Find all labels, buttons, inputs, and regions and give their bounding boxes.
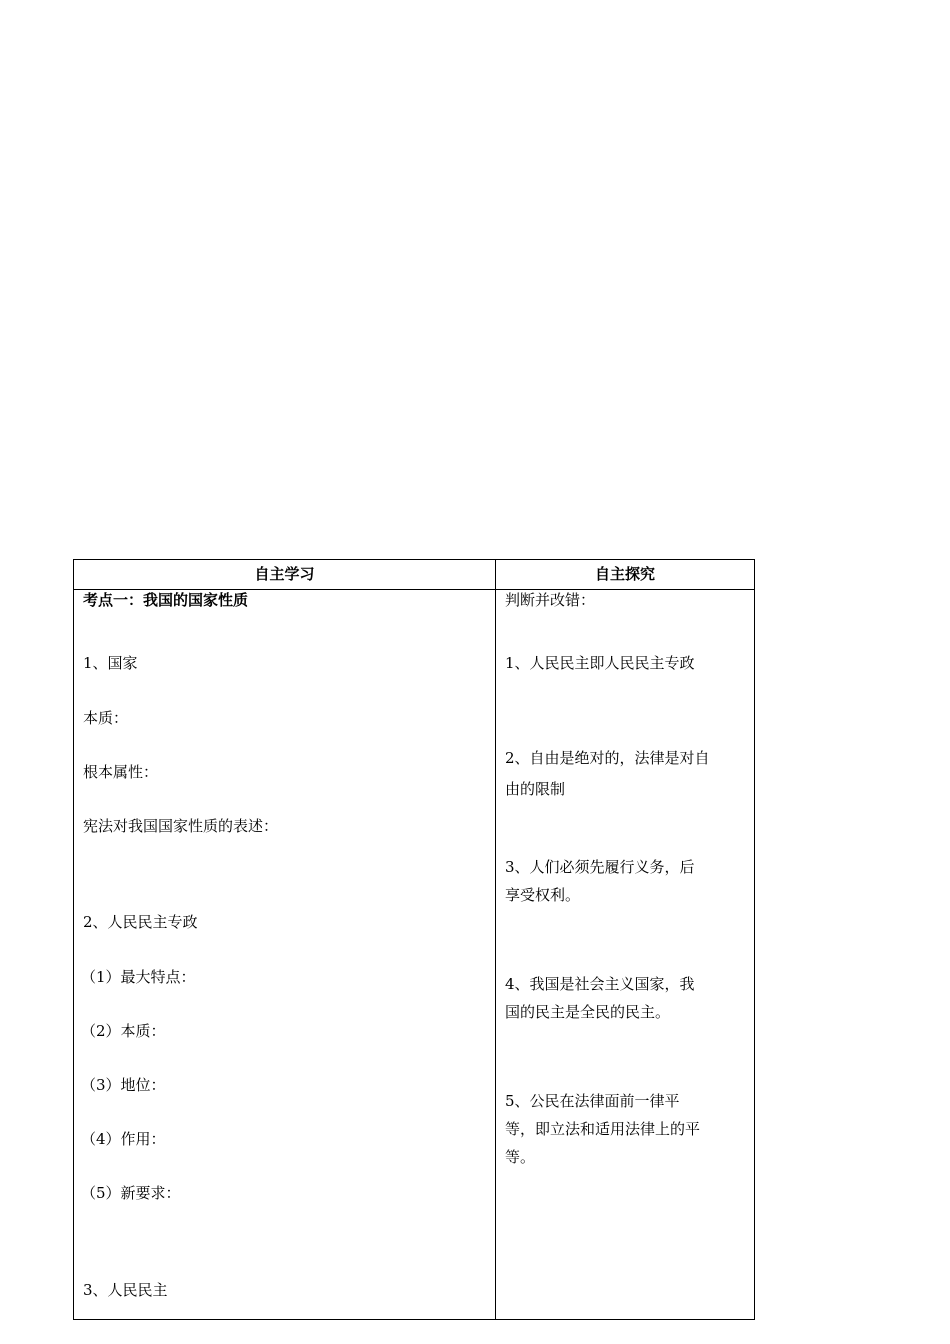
- sub-xin-yaoqiu: （5）新要求：: [81, 1184, 181, 1202]
- question-3-line2: 享受权利。: [505, 886, 581, 904]
- item-guojia: 1、国家: [83, 654, 138, 672]
- sub-benzhi: （2）本质：: [81, 1022, 166, 1040]
- question-2-line2: 由的限制: [505, 780, 566, 798]
- question-2-line1: 2、自由是绝对的，法律是对自: [505, 749, 710, 767]
- question-4-line2: 国的民主是全民的民主。: [505, 1003, 671, 1021]
- question-4-line1: 4、我国是社会主义国家，我: [505, 975, 695, 993]
- label-benzhi: 本质：: [83, 709, 129, 727]
- sub-zuoyong: （4）作用：: [81, 1130, 166, 1148]
- kaodian-title: 考点一：我国的国家性质: [83, 591, 249, 609]
- question-5-line2: 等，即立法和适用法律上的平: [505, 1120, 701, 1138]
- question-5-line3: 等。: [505, 1148, 536, 1166]
- header-self-study: 自主学习: [254, 565, 315, 583]
- label-genben-shuxing: 根本属性：: [83, 763, 159, 781]
- question-5-line1: 5、公民在法律面前一律平: [505, 1092, 680, 1110]
- label-xianfa-biaoshu: 宪法对我国国家性质的表述：: [83, 817, 279, 835]
- header-self-explore: 自主探究: [594, 565, 655, 583]
- column-divider: [495, 560, 496, 1319]
- question-1: 1、人民民主即人民民主专政: [505, 654, 695, 672]
- item-renmin-minzhu: 3、人民民主: [83, 1281, 168, 1299]
- question-3-line1: 3、人们必须先履行义务，后: [505, 858, 695, 876]
- sub-diwei: （3）地位：: [81, 1076, 166, 1094]
- item-renmin-minzhu-zhuanzheng: 2、人民民主专政: [83, 913, 198, 931]
- judge-intro: 判断并改错：: [505, 591, 596, 609]
- study-table: [73, 559, 755, 1320]
- sub-zuida-tedian: （1）最大特点：: [81, 968, 196, 986]
